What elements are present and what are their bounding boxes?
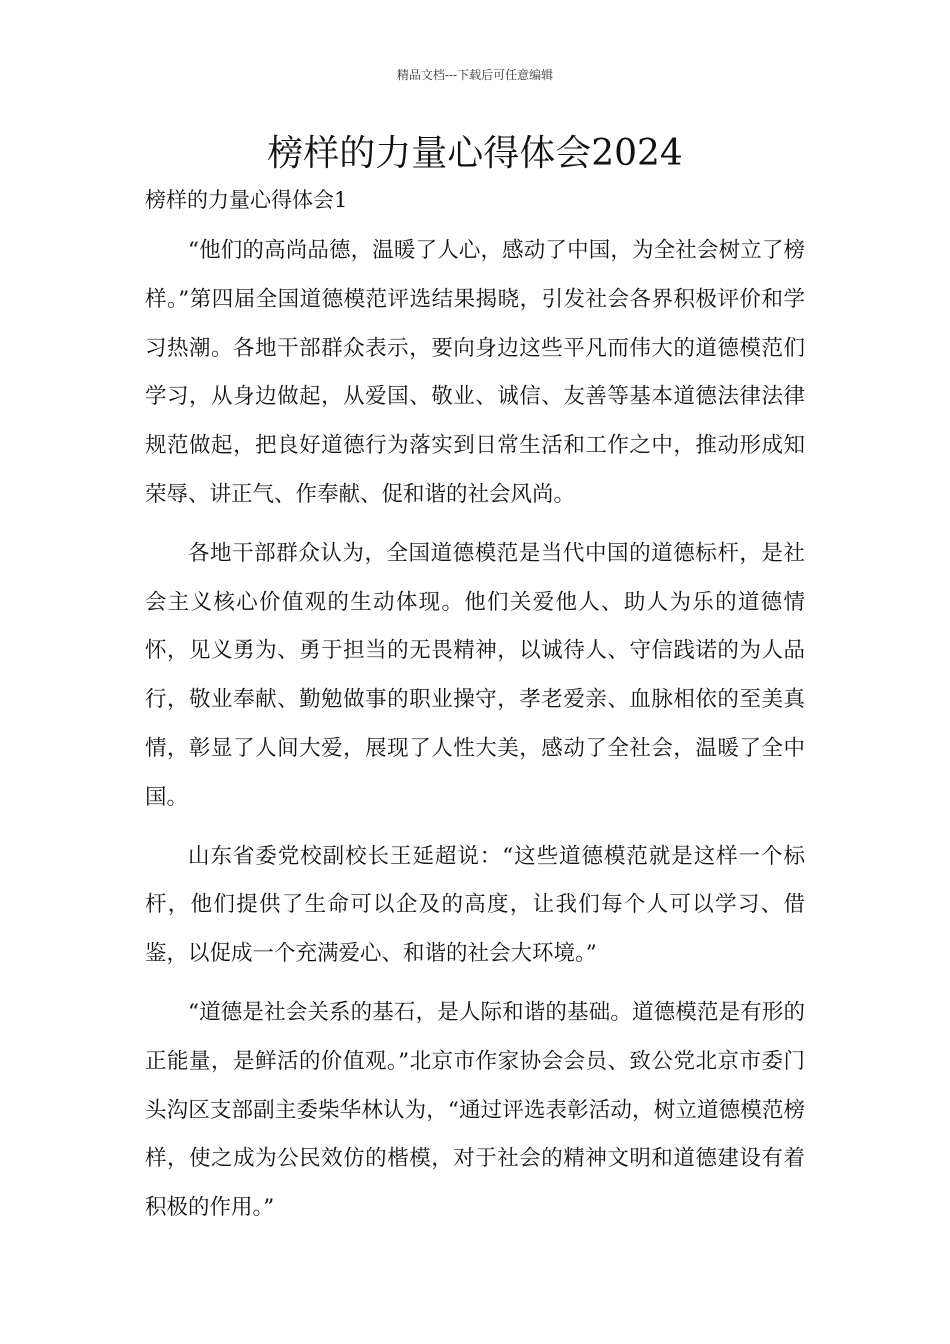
paragraph: “道德是社会关系的基石，是人际和谐的基础。道德模范是有形的正能量，是鲜活的价值观。”北京市作家协会会员、致公党北京市委门头沟区支部副主委柴华林认为，“通过评选表彰活动，树立道德模范榜样，使之成为公民效仿的楷模，对于社会的精神文明和道德建设有着积极的作用。” xyxy=(145,999,805,1221)
paragraph: 各地干部群众认为，全国道德模范是当代中国的道德标杆，是社会主义核心价值观的生动体现。他们关爱他人、助人为乐的道德情怀，见义勇为、勇于担当的无畏精神，以诚待人、守信践诺的为人品行，敬业奉献、勤勉做事的职业操守，孝老爱亲、血脉相依的至美真情，彰显了人间大爱，展现了人性大美，感动了全社会，温暖了全中国。 xyxy=(145,540,805,810)
paragraph: 山东省委党校副校长王延超说：“这些道德模范就是这样一个标杆，他们提供了生命可以企及的高度，让我们每个人可以学习、借鉴，以促成一个充满爱心、和谐的社会大环境。” xyxy=(145,843,805,967)
document-title: 榜样的力量心得体会2024 xyxy=(267,133,683,174)
document-body xyxy=(145,227,805,1243)
document-subheading: 榜样的力量心得体会1 xyxy=(145,188,348,212)
paragraph: “他们的高尚品德，温暖了人心，感动了中国，为全社会树立了榜样。”第四届全国道德模范评选结果揭晓，引发社会各界积极评价和学习热潮。各地干部群众表示，要向身边这些平凡而伟大的道德模范们学习，从身边做起，从爱国、敬业、诚信、友善等基本道德法律法律规范做起，把良好道德行为落实到日常生活和工作之中，推动形成知荣辱、讲正气、作奉献、促和谐的社会风尚。 xyxy=(145,238,805,507)
header-note: 精品文档---下载后可任意编辑 xyxy=(396,68,554,82)
